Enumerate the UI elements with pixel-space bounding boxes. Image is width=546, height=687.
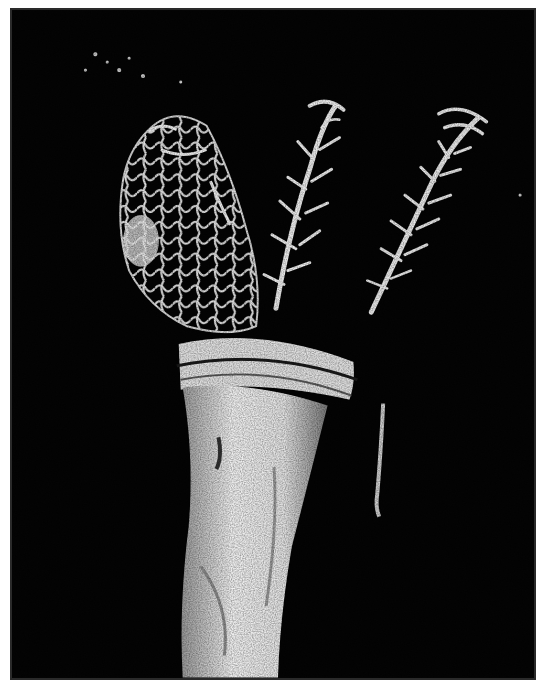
photograph <box>10 8 536 680</box>
specimen-illustration <box>12 10 534 678</box>
grain-overlay <box>12 11 534 678</box>
